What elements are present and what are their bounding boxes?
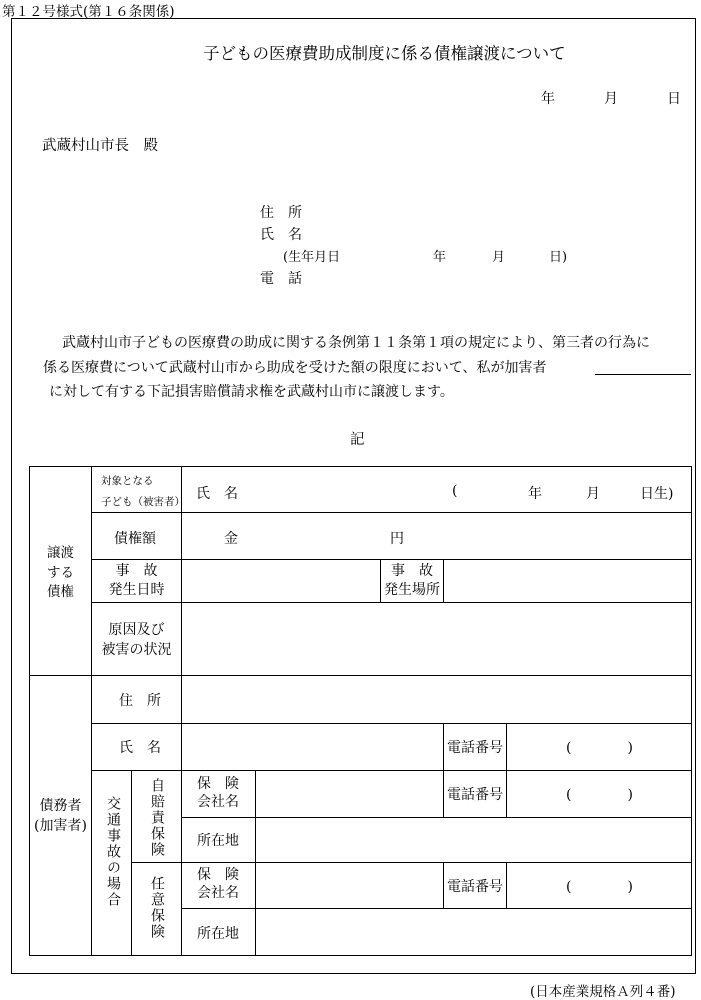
compulsory-phone-label: 電話番号 bbox=[447, 787, 503, 803]
claim-group-label bbox=[30, 544, 91, 603]
table-hline bbox=[91, 723, 692, 724]
amount-kin: 金 bbox=[224, 531, 238, 547]
insurer-line-1: 保 険 bbox=[197, 776, 239, 792]
addressee: 武蔵村山市長 殿 bbox=[42, 138, 158, 154]
date-day: 日 bbox=[667, 91, 681, 107]
child-birth-month: 月 bbox=[586, 486, 600, 502]
table-vline bbox=[443, 559, 444, 602]
table-vline bbox=[506, 862, 507, 908]
accident-place-label bbox=[381, 562, 443, 600]
debtor-name-label: 氏 名 bbox=[119, 740, 161, 756]
accident-date-line-2: 発生日時 bbox=[108, 582, 165, 598]
paper-size-note: (日本産業規格Ａ列４番) bbox=[530, 984, 676, 1000]
insurer-line-2: 会社名 bbox=[197, 885, 239, 901]
table-vline bbox=[181, 466, 182, 956]
applicant-birth-label: (生年月日 bbox=[283, 250, 341, 265]
table-vline bbox=[443, 862, 444, 908]
body-line-2: 係る医療費について武蔵村山市から助成を受けた額の限度において、私が加害者 bbox=[43, 360, 547, 376]
table-hline bbox=[91, 512, 692, 513]
date-year: 年 bbox=[541, 91, 555, 107]
debtor-phone-label: 電話番号 bbox=[447, 740, 503, 756]
accident-place-line-1: 事 故 bbox=[391, 563, 433, 579]
accident-place-line-2: 発生場所 bbox=[384, 582, 440, 598]
target-child-label-1: 対象となる bbox=[101, 475, 154, 487]
applicant-name-label: 氏 名 bbox=[260, 227, 302, 243]
accident-date-label bbox=[92, 562, 181, 600]
applicant-birth-month: 月 bbox=[492, 250, 506, 265]
table-vline bbox=[131, 770, 132, 956]
voluntary-insurer-label bbox=[197, 866, 239, 902]
table-hline bbox=[91, 602, 692, 603]
debtor-line-1: 債務者 bbox=[39, 798, 82, 814]
claim-group-text: 譲渡する債権 bbox=[47, 545, 74, 600]
insurer-line-1: 保 険 bbox=[197, 867, 239, 883]
debtor-line-2: (加害者) bbox=[34, 818, 87, 834]
table-hline bbox=[91, 559, 692, 560]
compulsory-insurer-label bbox=[197, 775, 239, 811]
perpetrator-underline bbox=[595, 374, 691, 375]
child-birth-paren: ( bbox=[452, 483, 458, 499]
debtor-address-label: 住 所 bbox=[119, 693, 161, 709]
debtor-label bbox=[30, 796, 91, 836]
target-child-label-2: 子ども（被害者） bbox=[101, 496, 185, 508]
table-vline bbox=[91, 466, 92, 956]
applicant-phone-label: 電 話 bbox=[260, 271, 302, 287]
cause-label bbox=[92, 620, 181, 660]
table-vline bbox=[255, 770, 256, 956]
compulsory-insurance-label: 自賠責保険 bbox=[149, 778, 165, 858]
ki-heading: 記 bbox=[350, 432, 365, 448]
insurer-line-2: 会社名 bbox=[197, 794, 239, 810]
body-line-1: 武蔵村山市子どもの医療費の助成に関する条例第１１条第１項の規定により、第三者の行為に bbox=[62, 335, 650, 351]
form-title: 子どもの医療費助成制度に係る債権譲渡について bbox=[203, 44, 566, 63]
voluntary-insurance-label: 任意保険 bbox=[149, 876, 165, 940]
compulsory-phone-value: ( ) bbox=[566, 787, 633, 803]
compulsory-location-label: 所在地 bbox=[197, 833, 239, 849]
voluntary-phone-value: ( ) bbox=[566, 879, 633, 895]
cause-line-1: 原因及び bbox=[108, 622, 165, 638]
voluntary-location-label: 所在地 bbox=[197, 926, 239, 942]
claim-amount-label: 債権額 bbox=[114, 531, 156, 547]
applicant-birth-day: 日) bbox=[549, 250, 568, 265]
voluntary-phone-label: 電話番号 bbox=[447, 879, 503, 895]
form-number: 第１２号様式(第１６条関係) bbox=[2, 4, 175, 20]
child-name-label: 氏 名 bbox=[196, 486, 238, 502]
table-hline bbox=[181, 908, 692, 909]
amount-yen: 円 bbox=[390, 531, 404, 547]
table-hline bbox=[29, 675, 692, 676]
accident-date-line-1: 事 故 bbox=[115, 563, 158, 579]
traffic-accident-label: 交通事故の場合 bbox=[105, 796, 121, 908]
table-hline bbox=[131, 862, 692, 863]
debtor-phone-value: ( ) bbox=[566, 740, 633, 756]
table-hline bbox=[91, 770, 692, 771]
cause-line-2: 被害の状況 bbox=[101, 642, 172, 658]
applicant-birth-year: 年 bbox=[433, 250, 447, 265]
body-line-3: に対して有する下記損害賠償請求権を武蔵村山市に譲渡します。 bbox=[49, 384, 454, 400]
date-month: 月 bbox=[604, 91, 618, 107]
table-hline bbox=[181, 817, 692, 818]
child-birth-year: 年 bbox=[528, 486, 542, 502]
child-birthday: 日生) bbox=[640, 486, 674, 502]
applicant-address-label: 住 所 bbox=[260, 205, 302, 221]
